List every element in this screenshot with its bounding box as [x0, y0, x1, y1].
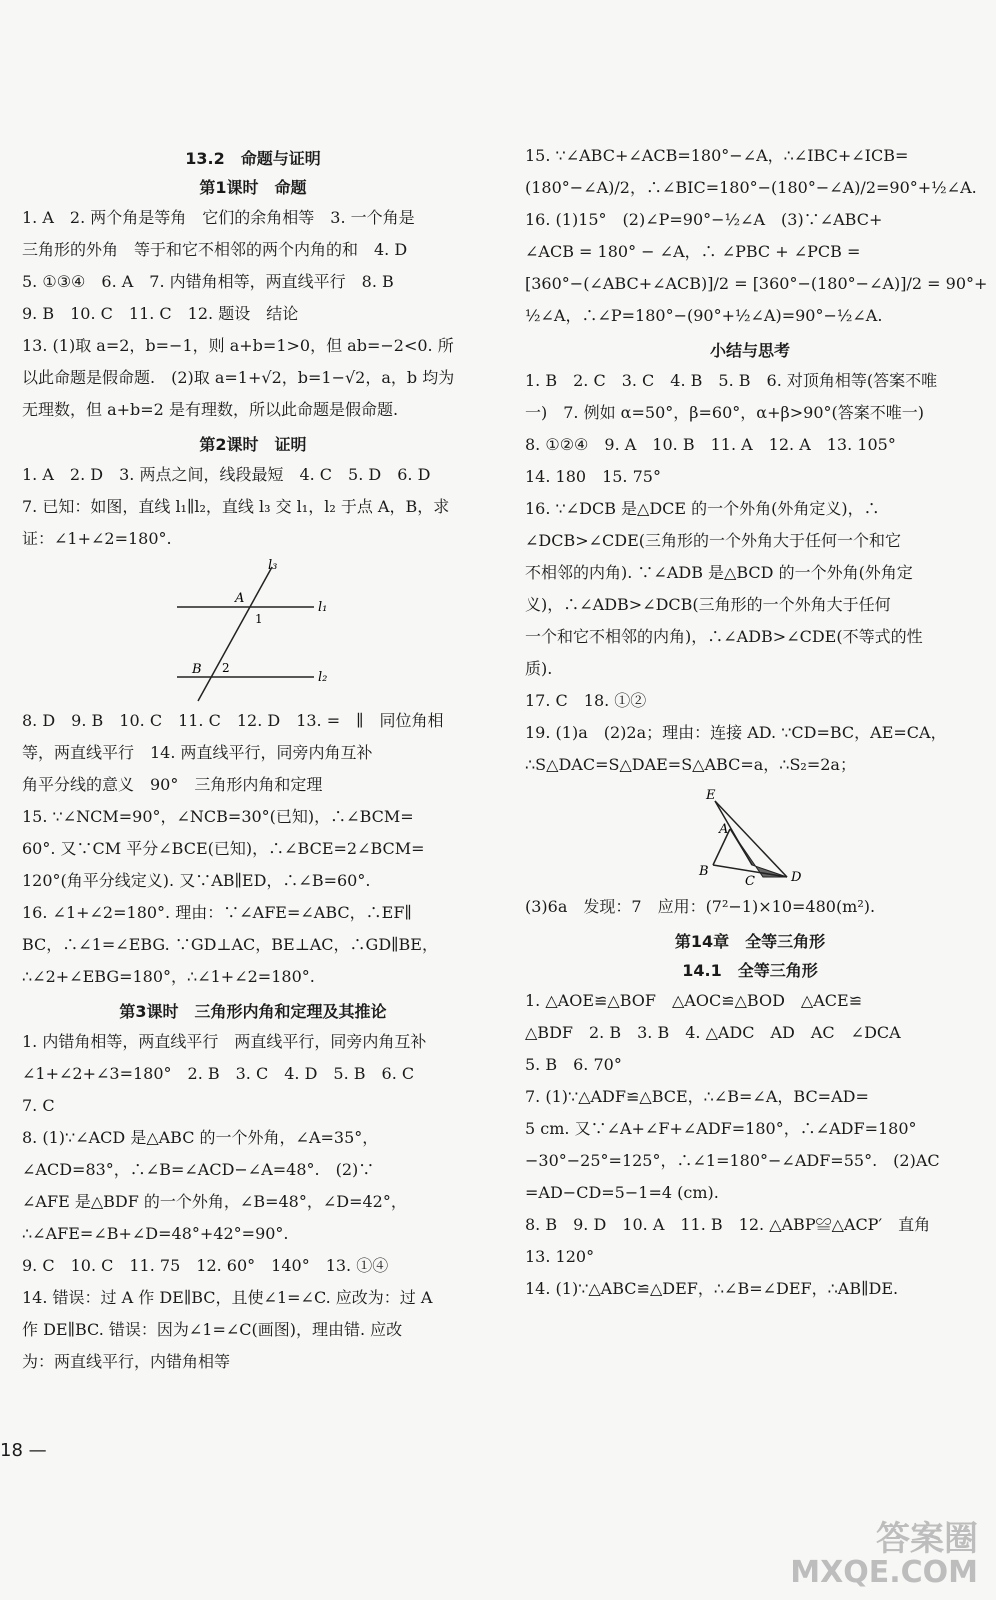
point-b-label: B — [192, 662, 202, 677]
answer-line: 义)，∴∠ADB>∠DCB(三角形的一个外角大于任何 — [525, 595, 891, 614]
answer-line: 1. A 2. D 3. 两点之间，线段最短 4. C 5. D 6. D — [22, 465, 431, 484]
answer-line: −30°−25°=125°，∴∠1=180°−∠ADF=55°. (2)AC — [525, 1151, 940, 1170]
answer-line: 5. ①③④ 6. A 7. 内错角相等，两直线平行 8. B — [22, 272, 394, 291]
answer-line: (3)6a 发现：7 应用：(7²−1)×10=480(m²). — [525, 897, 876, 916]
answer-line: 17. C 18. ①② — [525, 691, 647, 710]
answer-line: ∴∠2+∠EBG=180°，∴∠1+∠2=180°. — [22, 967, 315, 986]
answer-line: 16. ∠1+∠2=180°. 理由：∵∠AFE=∠ABC，∴EF∥ — [22, 903, 412, 922]
triangle-diagram — [525, 781, 975, 891]
answer-line: 13. (1)取 a=2，b=−1，则 a+b=1>0，但 ab=−2<0. 所 — [22, 336, 454, 355]
answer-line: (180°−∠A)/2，∴∠BIC=180°−(180°−∠A)/2=90°+½∠A. — [525, 178, 977, 197]
line-l3 — [198, 567, 272, 701]
answer-block — [525, 140, 988, 332]
lesson-heading: 第3课时 三角形内角和定理及其推论 — [119, 1002, 387, 1021]
answer-line: 以此命题是假命题. (2)取 a=1+√2，b=1−√2，a，b 均为 — [22, 368, 455, 387]
answer-line: 7. (1)∵△ADF≌△BCE，∴∠B=∠A，BC=AD= — [525, 1087, 869, 1106]
point-a-label: A — [235, 591, 245, 606]
left-column — [22, 140, 484, 1378]
point-b-label: B — [699, 864, 709, 879]
answer-line: 8. B 9. D 10. A 11. B 12. △ABP≌△ACP′ 直角 — [525, 1215, 931, 1234]
answer-line: 1. B 2. C 3. C 4. B 5. B 6. 对顶角相等(答案不唯 — [525, 371, 938, 390]
answer-block — [22, 1026, 484, 1378]
answer-line: ∠1+∠2+∠3=180° 2. B 3. C 4. D 5. B 6. C — [22, 1064, 415, 1083]
answer-line: 8. D 9. B 10. C 11. C 12. D 13. = ∥ 同位角相 — [22, 711, 444, 730]
label-l2: l₂ — [318, 670, 328, 685]
section-heading: 小结与思考 — [709, 341, 790, 360]
angle-1-label: 1 — [255, 612, 263, 626]
answer-line: 证：∠1+∠2=180°. — [22, 529, 172, 548]
label-l3: l₃ — [268, 558, 278, 573]
answer-line: 9. B 10. C 11. C 12. 题设 结论 — [22, 304, 299, 323]
answer-line: 为：两直线平行，内错角相等 — [22, 1352, 231, 1371]
answer-block — [525, 891, 975, 923]
answer-line: 14. 180 15. 75° — [525, 467, 661, 486]
answer-line: 一个和它不相邻的内角)，∴∠ADB>∠CDE(不等式的性 — [525, 627, 923, 646]
answer-line: 质). — [525, 659, 553, 678]
point-c-label: C — [745, 874, 755, 889]
answer-block — [525, 985, 975, 1305]
answer-block — [525, 365, 975, 781]
answer-line: 8. (1)∵∠ACD 是△ABC 的一个外角，∠A=35°， — [22, 1128, 379, 1147]
answer-line: ∠DCB>∠CDE(三角形的一个外角大于任何一个和它 — [525, 531, 902, 550]
section-heading: 14.1 全等三角形 — [682, 961, 818, 980]
answer-line: 7. 已知：如图，直线 l₁∥l₂，直线 l₃ 交 l₁，l₂ 于点 A，B，求 — [22, 497, 450, 516]
answer-line: 7. C — [22, 1096, 55, 1115]
answer-line: 角平分线的意义 90° 三角形内角和定理 — [22, 775, 323, 794]
answer-line: 120°(角平分线定义). 又∵AB∥ED，∴∠B=60°. — [22, 871, 371, 890]
answer-line: 5. B 6. 70° — [525, 1055, 622, 1074]
answer-block — [22, 459, 484, 555]
answer-block — [22, 705, 484, 993]
label-l1: l₁ — [318, 600, 328, 615]
answer-line: 13. 120° — [525, 1247, 595, 1266]
page-number: 18 — — [0, 1440, 47, 1461]
answer-block — [22, 202, 484, 426]
chapter-heading: 第14章 全等三角形 — [674, 932, 826, 951]
lesson-heading: 第1课时 命题 — [199, 178, 307, 197]
answer-line: [360°−(∠ABC+∠ACB)]/2 = [360°−(180°−∠A)]/2 = 90°+ — [525, 274, 988, 293]
answer-line: 15. ∵∠ABC+∠ACB=180°−∠A，∴∠IBC+∠ICB= — [525, 146, 909, 165]
answer-line: 三角形的外角 等于和它不相邻的两个内角的和 4. D — [22, 240, 408, 259]
point-d-label: D — [791, 870, 802, 885]
point-e-label: E — [706, 788, 716, 803]
parallel-lines-figure — [22, 555, 484, 705]
watermark-title: 答案圈 — [876, 1519, 978, 1559]
answer-line: 5 cm. 又∵∠A+∠F+∠ADF=180°，∴∠ADF=180° — [525, 1119, 917, 1138]
answer-line: 8. ①②④ 9. A 10. B 11. A 12. A 13. 105° — [525, 435, 896, 454]
answer-line: =AD−CD=5−1=4 (cm). — [525, 1183, 719, 1202]
section-heading: 13.2 命题与证明 — [185, 149, 321, 168]
answer-line: 19. (1)a (2)2a；理由：连接 AD. ∵CD=BC，AE=CA， — [525, 723, 947, 742]
answer-line: ∴∠AFE=∠B+∠D=48°+42°=90°. — [22, 1224, 289, 1243]
answer-line: 16. ∵∠DCB 是△DCE 的一个外角(外角定义)，∴ — [525, 499, 880, 518]
angle-2-label: 2 — [222, 661, 230, 675]
answer-line: 1. A 2. 两个角是等角 它们的余角相等 3. 一个角是 — [22, 208, 415, 227]
answer-line: 作 DE∥BC. 错误：因为∠1=∠C(画图)，理由错. 应改 — [22, 1320, 403, 1339]
answer-line: BC，∴∠1=∠EBG. ∵GD⊥AC，BE⊥AC，∴GD∥BE， — [22, 935, 438, 954]
answer-line: 等，两直线平行 14. 两直线平行，同旁内角互补 — [22, 743, 373, 762]
answer-line: 1. 内错角相等，两直线平行 两直线平行，同旁内角互补 — [22, 1032, 427, 1051]
answer-line: ∠AFE 是△BDF 的一个外角，∠B=48°，∠D=42°， — [22, 1192, 407, 1211]
answer-line: ½∠A，∴∠P=180°−(90°+½∠A)=90°−½∠A. — [525, 306, 883, 325]
watermark-url: MXQE.COM — [790, 1555, 978, 1590]
answer-line: 14. (1)∵△ABC≌△DEF，∴∠B=∠DEF，∴AB∥DE. — [525, 1279, 899, 1298]
answer-line: ∴S△DAC=S△DAE=S△ABC=a，∴S₂=2a； — [525, 755, 856, 774]
answer-line: ∠ACD=83°，∴∠B=∠ACD−∠A=48°. (2)∵ — [22, 1160, 375, 1179]
answer-line: ∠ACB = 180° − ∠A，∴ ∠PBC + ∠PCB = — [525, 242, 861, 261]
triangle-figure — [525, 781, 975, 891]
answer-line: 无理数，但 a+b=2 是有理数，所以此命题是假命题. — [22, 400, 399, 419]
answer-line: 60°. 又∵CM 平分∠BCE(已知)，∴∠BCE=2∠BCM= — [22, 839, 425, 858]
answer-line: 15. ∵∠NCM=90°，∠NCB=30°(已知)，∴∠BCM= — [22, 807, 414, 826]
parallel-lines-diagram — [22, 555, 484, 705]
lesson-heading: 第2课时 证明 — [199, 435, 307, 454]
answer-line: 1. △AOE≌△BOF △AOC≌△BOD △ACE≌ — [525, 991, 863, 1010]
answer-line: 16. (1)15° (2)∠P=90°−½∠A (3)∵∠ABC+ — [525, 210, 883, 229]
answer-line: 9. C 10. C 11. 75 12. 60° 140° 13. ①④ — [22, 1256, 389, 1275]
answer-line: 一) 7. 例如 α=50°，β=60°，α+β>90°(答案不唯一) — [525, 403, 924, 422]
watermark — [790, 1519, 978, 1590]
answer-line: △BDF 2. B 3. B 4. △ADC AD AC ∠DCA — [525, 1023, 901, 1042]
answer-line: 14. 错误：过 A 作 DE∥BC，且使∠1=∠C. 应改为：过 A — [22, 1288, 433, 1307]
point-a-label: A — [719, 822, 729, 837]
answer-line: 不相邻的内角). ∵∠ADB 是△BCD 的一个外角(外角定 — [525, 563, 913, 582]
right-column — [525, 140, 988, 1305]
